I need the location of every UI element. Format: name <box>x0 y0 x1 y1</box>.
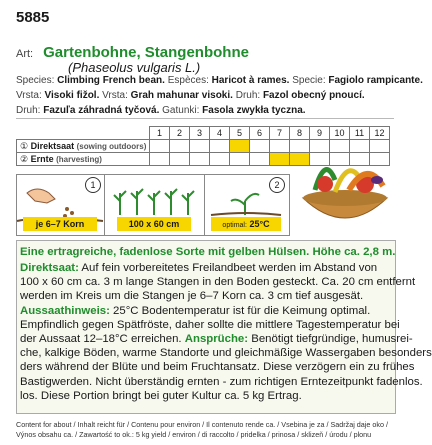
content-line-2: Výnos obsahu ca. / Zawartość to ok.: 5 kg yield / environ / di raccolto / pridelka / prinosa / sklizeň / úrodu / plonu <box>16 430 372 439</box>
month-header: 10 <box>330 127 350 140</box>
description-headline: Eine ertragreiche, fadenlose Sorte mit gelben Hülsen. Höhe ca. 2,8 m. <box>20 246 396 258</box>
calendar-row-label <box>17 140 150 153</box>
calendar-cell <box>190 140 210 153</box>
calendar-step-icon: ② <box>20 153 29 164</box>
description-line <box>20 333 413 347</box>
calendar-cell <box>210 153 230 166</box>
description-line <box>20 262 392 276</box>
month-header: 6 <box>250 127 270 140</box>
calendar-step-icon: ① <box>20 140 29 151</box>
species-label: Espèces: <box>164 75 209 86</box>
description-line <box>20 390 392 404</box>
species-label: Vrsta: <box>16 90 42 101</box>
latin-name: (Phaseolus vulgaris L.) <box>68 60 201 75</box>
temperature-label <box>211 217 281 231</box>
calendar-activity: Ernte <box>30 153 54 164</box>
description-line <box>20 318 400 333</box>
calendar-cell <box>170 153 190 166</box>
description-text: Empfindlich gegen Spätfröste, daher sollte die mittlere Tagestemperatur bei <box>20 318 400 331</box>
description-text: che, kalkige Böden, warme Standorte und gleichmäßige Wassergaben besonders <box>20 347 432 360</box>
species-value: Fazol obecný pnoucí. <box>260 90 365 101</box>
section-heading: Ansprüche: <box>184 333 249 345</box>
art-row <box>16 44 249 61</box>
seed-panel <box>16 174 106 236</box>
calendar-cell <box>150 153 170 166</box>
species-label: Druh: <box>16 105 41 116</box>
calendar-cell <box>250 140 270 153</box>
temperature-panel <box>204 174 290 236</box>
description-text: Benötigt tiefgründige, humusrei- <box>248 333 413 345</box>
description-text: 100 x 60 cm ca. 3 m lange Stangen in den Boden gesteckt. Ca. 20 cm entfernt <box>20 276 416 289</box>
month-header: 8 <box>290 127 310 140</box>
species-value: Fagiolo rampicante. <box>325 75 423 86</box>
calendar-activity-sub: (harvesting) <box>56 154 102 164</box>
divider <box>16 118 394 119</box>
month-header: 11 <box>350 127 370 140</box>
description-text: 25°C Bodentemperatur ist für die Keimung optimal. <box>109 304 371 317</box>
calendar-activity-sub: (sowing outdoors) <box>76 141 147 151</box>
species-label: Vrsta: <box>99 90 128 101</box>
month-header: 3 <box>190 127 210 140</box>
section-heading: Aussaathinweis: <box>20 304 110 317</box>
calendar-activity: Direktsaat <box>30 140 75 151</box>
vegetable-basket-image <box>295 150 395 232</box>
species-value: Climbing French bean. <box>54 75 165 86</box>
calendar-cell <box>170 140 190 153</box>
calendar-cell <box>230 153 250 166</box>
temperature-caption: optimal: <box>222 222 247 229</box>
species-label: Druh: <box>232 90 261 101</box>
description-text: werden im Kreis um die Stangen je 6–7 Korn ca. 3 cm tief ausgesät. <box>20 290 364 303</box>
calendar-cell <box>250 153 270 166</box>
product-title: Gartenbohne, Stangenbohne <box>43 44 249 61</box>
species-line <box>16 105 306 116</box>
description-text: der Aussaat 12–18°C erreichen. <box>20 333 185 345</box>
month-header: 1 <box>150 127 170 140</box>
species-line <box>16 90 365 101</box>
month-header: 9 <box>310 127 330 140</box>
calendar-cell <box>270 140 290 153</box>
species-label: Specie: <box>289 75 326 86</box>
product-code: 5885 <box>16 9 50 26</box>
species-label: Species: <box>16 75 55 86</box>
species-label: Gatunki: <box>159 105 200 116</box>
calendar-cell <box>150 140 170 153</box>
description-line <box>20 290 392 304</box>
art-label: Art: <box>16 48 34 60</box>
description-text: Auf fein vorbereitetes Freilandbeet werden im Abstand von <box>78 262 378 274</box>
calendar-row-label <box>17 153 150 166</box>
month-header: 12 <box>370 127 390 140</box>
seed-count-label: je 6–7 Korn <box>23 217 97 231</box>
description-line <box>20 347 432 361</box>
description-line <box>20 375 423 390</box>
month-header: 2 <box>170 127 190 140</box>
month-header: 5 <box>230 127 250 140</box>
section-heading: Direktsaat: <box>20 262 79 274</box>
step-2-icon: 2 <box>269 177 285 193</box>
description-text: los. Diese Portion bringt bei guter Kultur ca. 5 kg Ertrag. <box>20 389 302 402</box>
content-line-1: Content for about / Inhalt reicht für / Contenu pour environ / Il contenuto rende ca. / Vsebina je za / Sadržaj daje oko / <box>16 420 388 429</box>
species-value: Fasola zwykła tyczna. <box>199 105 306 116</box>
description-text: Bastigwerden. Nicht überständig ernten - zum richtigen Erntezeitpunkt fadenlos. <box>20 375 423 388</box>
species-value: Fazuľa záhradná tyčová. <box>40 105 160 116</box>
month-header: 7 <box>270 127 290 140</box>
species-line <box>16 75 423 86</box>
species-value: Grah mahunar visoki. <box>127 90 233 101</box>
step-1-icon: 1 <box>85 177 101 193</box>
calendar-cell <box>210 140 230 153</box>
month-header: 4 <box>210 127 230 140</box>
description-line <box>20 276 416 290</box>
spacing-label: 100 x 60 cm <box>117 217 191 231</box>
description-line <box>20 361 415 375</box>
calendar-cell <box>190 153 210 166</box>
calendar-cell <box>230 140 250 153</box>
species-value: Visoki fižol. <box>41 90 100 101</box>
species-value: Haricot à rames. <box>208 75 290 86</box>
description-line <box>20 305 392 319</box>
temperature-value: 25°C <box>249 219 270 229</box>
seedling-icon <box>205 179 287 219</box>
spacing-panel <box>104 174 206 236</box>
calendar-cell <box>270 153 290 166</box>
plants-row-icon <box>105 177 203 217</box>
description-text: ders während der Blüte und beim Fruchtansatz. Diese verzögern ein zu frühes <box>20 361 415 374</box>
